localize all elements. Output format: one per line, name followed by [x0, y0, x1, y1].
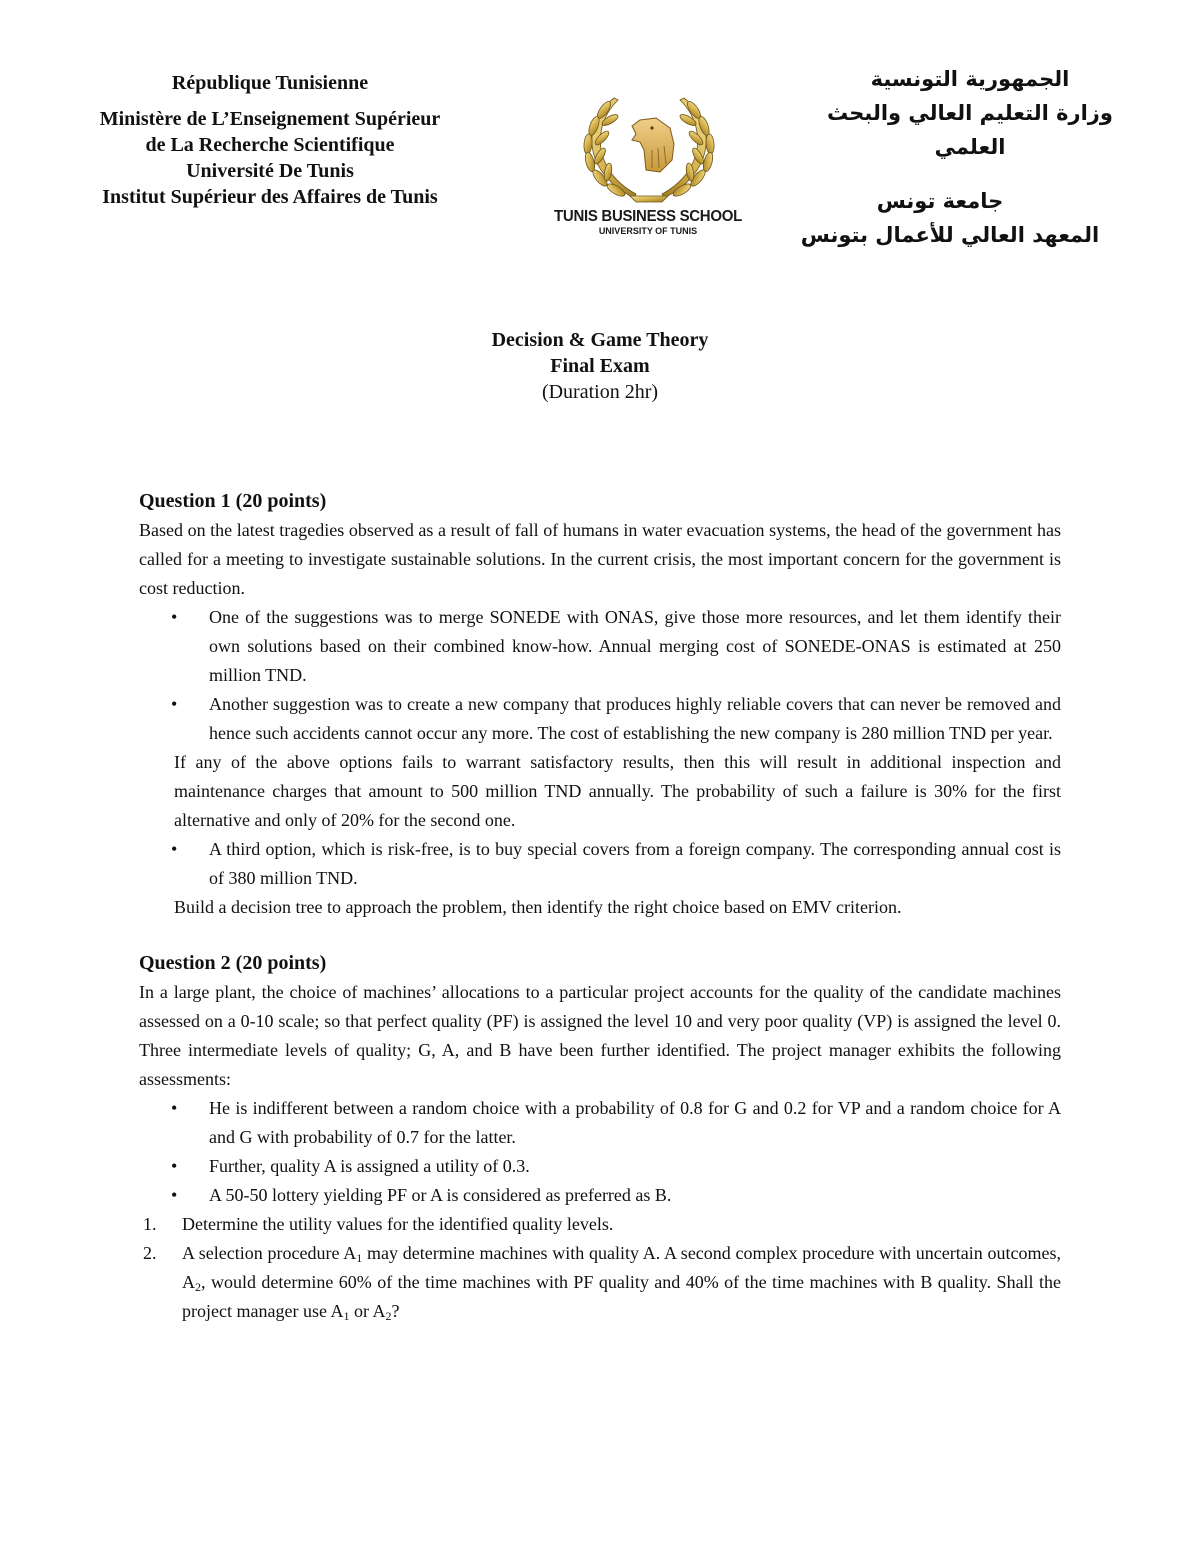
laurel-ribbon	[630, 196, 668, 202]
list-item	[139, 1094, 1061, 1152]
eagle-laurel-icon	[574, 90, 724, 208]
question-1-option-3	[139, 835, 1061, 893]
list-item	[139, 1152, 1061, 1181]
list-item	[139, 1239, 1061, 1326]
exam-content	[139, 486, 1061, 1326]
logo-subtitle: UNIVERSITY OF TUNIS	[598, 226, 698, 236]
republic-ar: الجمهورية التونسية	[870, 67, 1070, 91]
ministry-fr-line1: Ministère de L’Enseignement Supérieur	[99, 108, 441, 130]
university-fr: Université De Tunis	[186, 160, 354, 182]
bullet-icon: •	[171, 694, 178, 714]
header-french	[60, 70, 480, 210]
assessment-text: He is indifferent between a random choice with a probability of 0.8 for G and 0.2 for VP and a random choice for A and G with probability of 0.7 for the latter.	[209, 1098, 1061, 1147]
question-1-intro: Based on the latest tragedies observed as a result of fall of humans in water evacuation systems, the head of the government has called for a meeting to investigate sustainable solutions. In the current crisis, the most important concern for the government is cost reduction.	[139, 520, 1061, 598]
question-2-assessments	[139, 1094, 1061, 1210]
assessment-text: A 50-50 lottery yielding PF or A is considered as preferred as B.	[209, 1185, 672, 1205]
school-logo	[548, 90, 748, 250]
bullet-icon: •	[171, 607, 178, 627]
university-ar: جامعة تونس	[876, 189, 1004, 213]
list-item	[139, 1210, 1061, 1239]
option-text: A third option, which is risk-free, is to buy special covers from a foreign company. The corresponding annual cost is of 380 million TND.	[209, 839, 1061, 888]
exam-duration: (Duration 2hr)	[541, 381, 659, 403]
question-1-task: Build a decision tree to approach the problem, then identify the right choice based on EMV criterion.	[174, 897, 902, 917]
exam-title-block	[300, 327, 900, 405]
task-text: Determine the utility values for the identified quality levels.	[182, 1214, 614, 1234]
list-item	[139, 690, 1061, 748]
assessment-text: Further, quality A is assigned a utility of 0.3.	[209, 1156, 530, 1176]
course-title: Decision & Game Theory	[491, 329, 709, 351]
question-1-heading: Question 1 (20 points)	[139, 490, 327, 512]
republic-fr: République Tunisienne	[171, 72, 369, 94]
bullet-icon: •	[171, 1098, 178, 1118]
option-text: One of the suggestions was to merge SONEDE with ONAS, give those more resources, and let them identify their own solutions based on their combined know-how. Annual merging cost of SONEDE-ONAS is estimated at 250 million TND.	[209, 607, 1061, 685]
bullet-icon: •	[171, 839, 178, 859]
list-item	[139, 835, 1061, 893]
logo-school-name: TUNIS BUSINESS SCHOOL	[554, 207, 742, 226]
exam-title: Final Exam	[550, 355, 650, 377]
option-text: Another suggestion was to create a new company that produces highly reliable covers that can never be removed and hence such accidents cannot occur any more. The cost of establishing the new company is 280 million TND per year.	[209, 694, 1061, 743]
list-item	[139, 603, 1061, 690]
task-text: A selection procedure $A_1$ may determine machines with quality A. A second complex procedure with uncertain outcomes, $A_2$, would determine 60% of the time machines with PF quality and 40% of the time machines with B quality. Shall the project manager use $A_1$ or $A_2$?	[182, 1243, 1062, 1323]
list-item	[139, 1181, 1061, 1210]
laurel-left	[583, 98, 636, 198]
question-2-intro: In a large plant, the choice of machines’ allocations to a particular project accounts for the quality of the candidate machines assessed on a 0-10 scale; so that perfect quality (PF) is assigned the level 10 and very poor quality (VP) is assigned the level 0. Three intermediate levels of quality; G, A, and B have been further identified. The project manager exhibits the following assessments:	[139, 982, 1061, 1089]
bullet-icon: •	[171, 1156, 178, 1176]
ministry-fr-line2: de La Recherche Scientifique	[145, 134, 395, 156]
ministry-ar: وزارة التعليم العالي والبحث العلمي	[827, 101, 1113, 159]
institute-fr: Institut Supérieur des Affaires de Tunis	[102, 186, 438, 208]
bullet-icon: •	[171, 1185, 178, 1205]
question-2-heading: Question 2 (20 points)	[139, 952, 327, 974]
header-arabic	[790, 62, 1150, 252]
institute-ar: المعهد العالي للأعمال بتونس	[800, 223, 1100, 247]
question-1-options	[139, 603, 1061, 748]
eagle-head	[632, 118, 674, 172]
item-number: 2.	[143, 1243, 157, 1263]
question-2-tasks	[139, 1210, 1061, 1326]
failure-note: If any of the above options fails to warrant satisfactory results, then this will result in additional inspection and maintenance charges that amount to 500 million TND annually. The probability of such a failure is 30% for the first alternative and only of 20% for the second one.	[174, 752, 1061, 830]
item-number: 1.	[143, 1214, 157, 1234]
